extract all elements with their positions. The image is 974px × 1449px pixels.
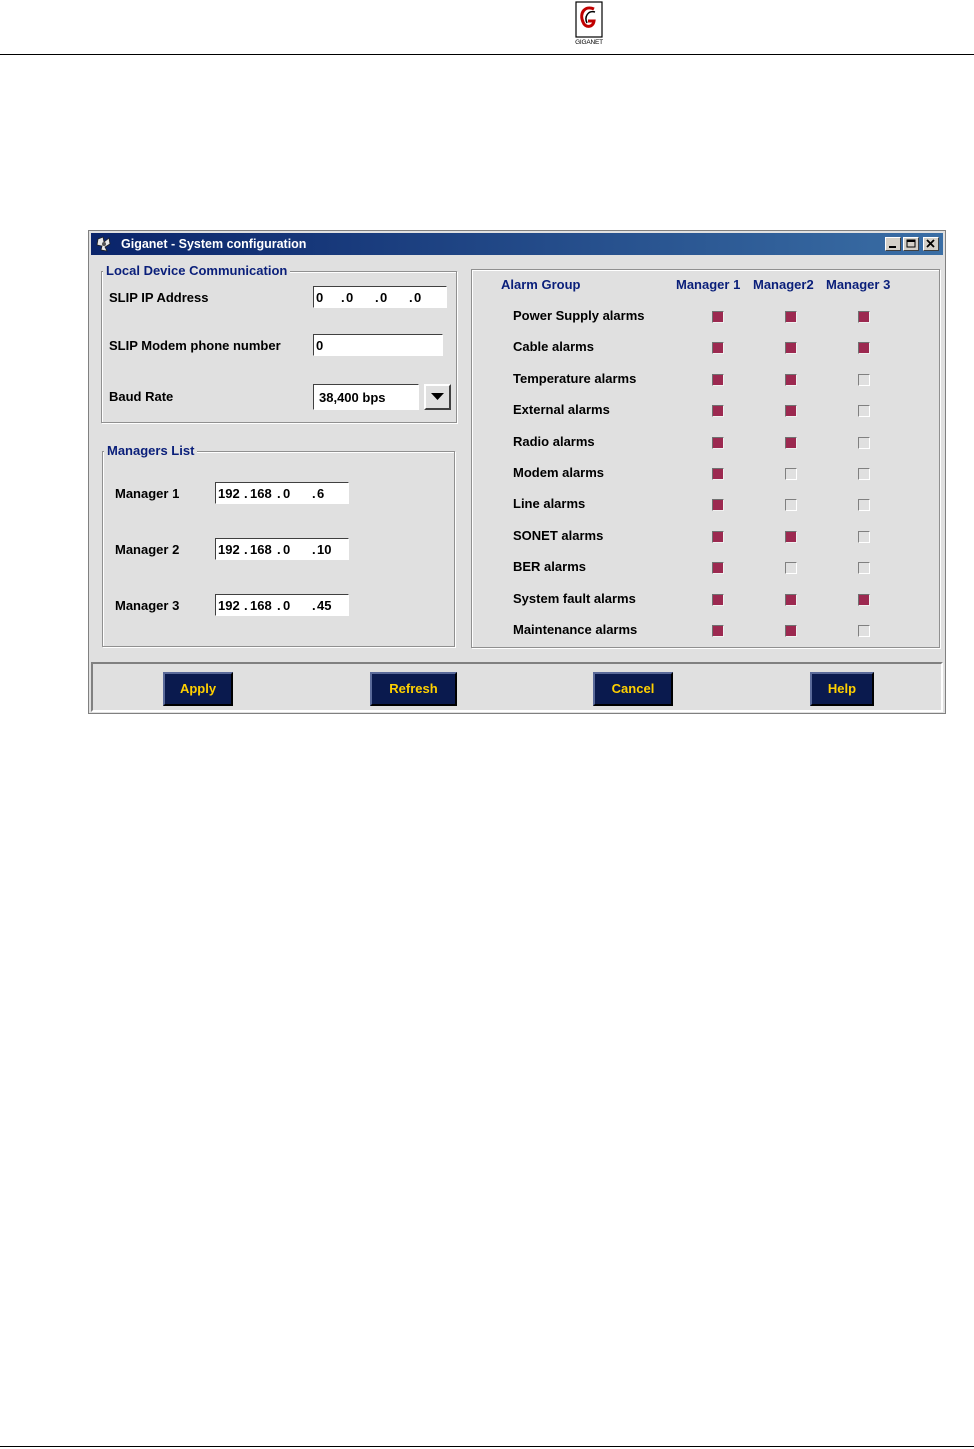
baud-rate-value: 38,400 bps	[319, 390, 386, 405]
title-bar[interactable]	[91, 233, 943, 255]
modem-phone-label: SLIP Modem phone number	[109, 338, 281, 353]
ip-dot: .	[312, 598, 316, 613]
ip-dot: .	[375, 290, 379, 305]
ip-dot: .	[277, 486, 281, 501]
alarm-checkbox-manager-2[interactable]	[785, 625, 797, 637]
manager-2-ip-field[interactable]	[215, 538, 349, 560]
refresh-button[interactable]: Refresh	[370, 672, 457, 706]
manager-2-header: Manager2	[753, 277, 814, 292]
alarm-checkbox-manager-2[interactable]	[785, 342, 797, 354]
manager-3-ip-field[interactable]	[215, 594, 349, 616]
alarm-group-header: Alarm Group	[501, 277, 581, 292]
manager-1-label: Manager 1	[115, 486, 180, 501]
ip-octet[interactable]: 10	[317, 542, 332, 557]
alarm-row-label: BER alarms	[513, 559, 586, 575]
ip-octet[interactable]: 6	[317, 486, 325, 501]
footer-rule	[0, 1446, 974, 1447]
alarm-panel	[471, 269, 940, 648]
alarm-checkbox-manager-2[interactable]	[785, 437, 797, 449]
alarm-checkbox-manager-3[interactable]	[858, 531, 870, 543]
manager-3-header: Manager 3	[826, 277, 891, 292]
cancel-button[interactable]: Cancel	[593, 672, 673, 706]
manager-3-label: Manager 3	[115, 598, 180, 613]
alarm-checkbox-manager-2[interactable]	[785, 499, 797, 511]
ip-dot: .	[277, 598, 281, 613]
alarm-checkbox-manager-1[interactable]	[712, 311, 724, 323]
alarm-checkbox-manager-1[interactable]	[712, 594, 724, 606]
alarm-checkbox-manager-3[interactable]	[858, 499, 870, 511]
ip-octet[interactable]: 168	[250, 542, 272, 557]
alarm-row-label: Modem alarms	[513, 465, 605, 480]
alarm-checkbox-manager-3[interactable]	[858, 405, 870, 417]
alarm-checkbox-manager-1[interactable]	[712, 342, 724, 354]
ip-dot: .	[244, 542, 248, 557]
logo-text: GIGANET	[575, 39, 603, 46]
alarm-checkbox-manager-1[interactable]	[712, 625, 724, 637]
alarm-checkbox-manager-2[interactable]	[785, 311, 797, 323]
minimize-icon	[886, 238, 900, 250]
ip-octet[interactable]: 192	[218, 542, 240, 557]
ip-dot: .	[244, 598, 248, 613]
slip-ip-octet-1[interactable]: 0	[316, 290, 324, 305]
baud-rate-label: Baud Rate	[109, 389, 174, 404]
ip-octet[interactable]: 45	[317, 598, 332, 613]
slip-ip-octet-3[interactable]: 0	[380, 290, 388, 305]
slip-ip-field[interactable]	[313, 286, 447, 308]
close-icon	[924, 238, 938, 250]
system-config-window	[88, 230, 946, 714]
slip-ip-octet-2[interactable]: 0	[346, 290, 354, 305]
alarm-row-label: Line alarms	[513, 496, 586, 512]
maximize-icon	[904, 238, 918, 250]
manager-2-label: Manager 2	[115, 542, 180, 557]
alarm-row-label: System fault alarms	[513, 590, 636, 606]
alarm-row-label: Power Supply alarms	[513, 308, 645, 323]
slip-ip-label: SLIP IP Address	[109, 290, 209, 305]
alarm-checkbox-manager-3[interactable]	[858, 342, 870, 354]
baud-rate-select[interactable]	[313, 384, 419, 410]
ip-octet[interactable]: 0	[283, 486, 291, 501]
alarm-checkbox-manager-1[interactable]	[712, 562, 724, 574]
alarm-row-label: Maintenance alarms	[513, 622, 638, 637]
alarm-row-label: External alarms	[513, 402, 610, 418]
ip-octet[interactable]: 192	[218, 598, 240, 613]
alarm-row-label: Temperature alarms	[513, 370, 637, 386]
alarm-checkbox-manager-3[interactable]	[858, 374, 870, 386]
alarm-row-label: Cable alarms	[513, 339, 594, 355]
alarm-checkbox-manager-1[interactable]	[712, 405, 724, 417]
ip-dot: .	[312, 486, 316, 501]
alarm-checkbox-manager-3[interactable]	[858, 625, 870, 637]
manager-1-header: Manager 1	[676, 277, 741, 292]
ip-dot: .	[341, 290, 345, 305]
ip-dot: .	[409, 290, 413, 305]
chevron-down-icon	[426, 386, 449, 408]
alarm-checkbox-manager-2[interactable]	[785, 468, 797, 480]
alarm-checkbox-manager-1[interactable]	[712, 499, 724, 511]
slip-ip-octet-4[interactable]: 0	[414, 290, 422, 305]
ip-octet[interactable]: 168	[250, 486, 272, 501]
managers-list-legend: Managers List	[104, 443, 197, 458]
local-device-group	[101, 263, 457, 423]
alarm-checkbox-manager-1[interactable]	[712, 531, 724, 543]
ip-octet[interactable]: 0	[283, 598, 291, 613]
alarm-checkbox-manager-2[interactable]	[785, 531, 797, 543]
alarm-row-label: Radio alarms	[513, 433, 595, 449]
window-title: Giganet - System configuration	[121, 237, 307, 251]
apply-button[interactable]: Apply	[163, 672, 233, 706]
alarm-checkbox-manager-1[interactable]	[712, 437, 724, 449]
minimize-button[interactable]	[885, 237, 901, 251]
alarm-checkbox-manager-1[interactable]	[712, 374, 724, 386]
manager-1-ip-field[interactable]	[215, 482, 349, 504]
alarm-checkbox-manager-1[interactable]	[712, 468, 724, 480]
modem-phone-value: 0	[316, 338, 324, 353]
maximize-button[interactable]	[903, 237, 919, 251]
ip-dot: .	[312, 542, 316, 557]
alarm-row-label: SONET alarms	[513, 527, 604, 543]
button-bar	[91, 662, 943, 712]
header-rule	[0, 54, 974, 55]
app-icon	[96, 236, 112, 252]
alarm-checkbox-manager-2[interactable]	[785, 405, 797, 417]
close-button[interactable]	[923, 237, 939, 251]
help-button[interactable]: Help	[810, 672, 874, 706]
alarm-checkbox-manager-3[interactable]	[858, 437, 870, 449]
giganet-logo	[573, 1, 605, 47]
ip-dot: .	[277, 542, 281, 557]
ip-octet[interactable]: 168	[250, 598, 272, 613]
managers-list-group	[102, 443, 455, 647]
alarm-checkbox-manager-3[interactable]	[858, 468, 870, 480]
giganet-logo-icon	[573, 1, 605, 39]
ip-octet[interactable]: 192	[218, 486, 240, 501]
alarm-checkbox-manager-3[interactable]	[858, 594, 870, 606]
modem-phone-input[interactable]	[313, 334, 443, 356]
alarm-checkbox-manager-3[interactable]	[858, 311, 870, 323]
alarm-checkbox-manager-3[interactable]	[858, 562, 870, 574]
local-device-legend: Local Device Communication	[103, 263, 290, 278]
alarm-checkbox-manager-2[interactable]	[785, 374, 797, 386]
ip-dot: .	[244, 486, 248, 501]
alarm-checkbox-manager-2[interactable]	[785, 594, 797, 606]
baud-rate-dropdown-button[interactable]	[424, 384, 451, 410]
alarm-checkbox-manager-2[interactable]	[785, 562, 797, 574]
ip-octet[interactable]: 0	[283, 542, 291, 557]
